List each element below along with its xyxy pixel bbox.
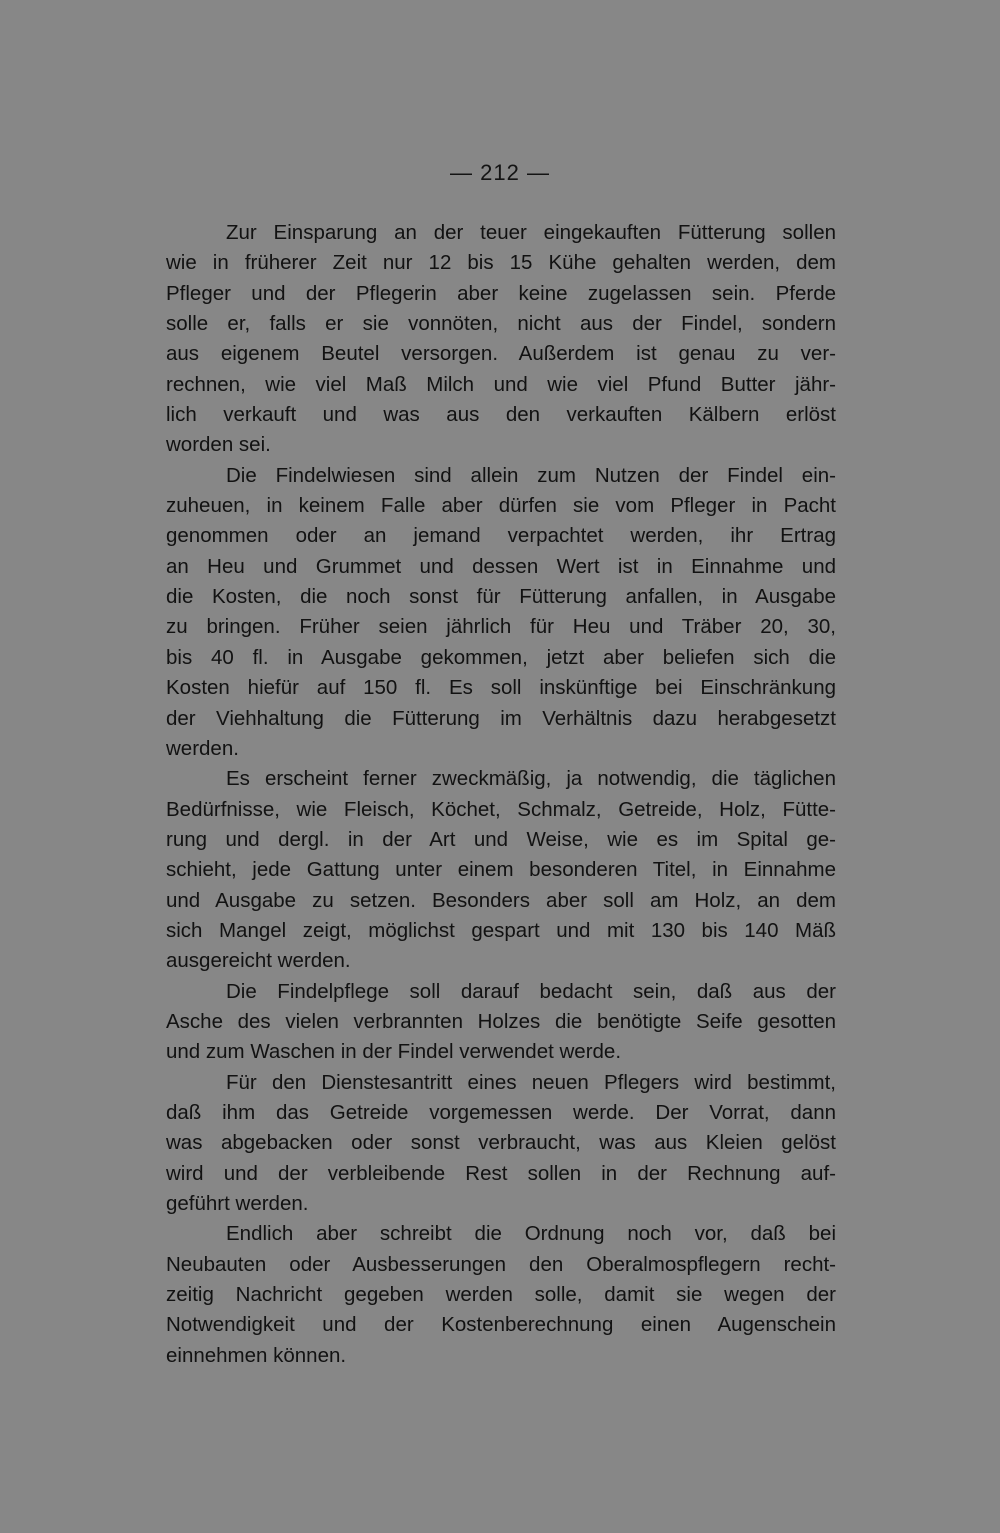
text-line: rung und dergl. in der Art und Weise, wie es im Spital ge- [166, 827, 836, 851]
text-line: wird und der verbleibende Rest sollen in der Rechnung auf- [166, 1161, 836, 1185]
text-line: zuheuen, in keinem Falle aber dürfen sie vom Pfleger in Pacht [166, 494, 836, 518]
text-line: einnehmen können. [166, 1343, 347, 1367]
paragraph [166, 1068, 836, 1220]
text-line: wie in früherer Zeit nur 12 bis 15 Kühe gehalten werden, dem [166, 251, 836, 275]
text-line: Asche des vielen verbrannten Holzes die benötigte Seife gesotten [166, 1009, 836, 1033]
text-line: zeitig Nachricht gegeben werden solle, damit sie wegen der [166, 1283, 836, 1307]
paragraph [166, 1219, 836, 1371]
text-line: ausgereicht werden. [166, 949, 351, 973]
text-line: Zur Einsparung an der teuer eingekauften Fütterung sollen [226, 221, 836, 244]
text-line: Neubauten oder Ausbesserungen den Oberalmospflegern recht- [166, 1252, 836, 1276]
text-line: Die Findelpflege soll darauf bedacht sein, daß aus der [226, 979, 836, 1003]
text-line: der Viehhaltung die Fütterung im Verhältnis dazu herabgesetzt [166, 706, 836, 730]
text-line: Für den Dienstesantritt eines neuen Pflegers wird bestimmt, [226, 1070, 836, 1094]
text-line: Es erscheint ferner zweckmäßig, ja notwendig, die täglichen [226, 767, 836, 791]
text-line: sich Mangel zeigt, möglichst gespart und mit 130 bis 140 Mäß [166, 918, 836, 942]
text-line: geführt werden. [166, 1192, 309, 1215]
text-line: worden sei. [166, 433, 271, 457]
text-line: Pfleger und der Pflegerin aber keine zugelassen sein. Pferde [166, 281, 836, 305]
text-line: Die Findelwiesen sind allein zum Nutzen der Findel ein- [226, 463, 836, 487]
paragraph [166, 764, 836, 976]
text-line: die Kosten, die noch sonst für Fütterung anfallen, in Ausgabe [166, 585, 836, 609]
text-line: solle er, falls er sie vonnöten, nicht aus der Findel, sondern [166, 312, 836, 336]
text-line: zu bringen. Früher seien jährlich für Heu und Träber 20, 30, [166, 615, 836, 639]
text-line: werden. [166, 736, 239, 760]
text-line: aus eigenem Beutel versorgen. Außerdem ist genau zu ver- [166, 342, 836, 366]
text-line: daß ihm das Getreide vorgemessen werde. Der Vorrat, dann [166, 1100, 836, 1124]
text-line: schieht, jede Gattung unter einem besonderen Titel, in Einnahme [166, 858, 836, 882]
text-line: genommen oder an jemand verpachtet werden, ihr Ertrag [166, 524, 836, 548]
body-text [166, 218, 836, 1371]
page-number: — 212 — [450, 160, 550, 185]
text-line: was abgebacken oder sonst verbraucht, was aus Kleien gelöst [166, 1131, 836, 1155]
text-line: an Heu und Grummet und dessen Wert ist in Einnahme und [166, 554, 836, 578]
paragraph [166, 218, 836, 461]
text-line: rechnen, wie viel Maß Milch und wie viel Pfund Butter jähr- [166, 372, 836, 396]
text-line: Kosten hiefür auf 150 fl. Es soll inskünftige bei Einschränkung [166, 676, 836, 700]
text-line: Bedürfnisse, wie Fleisch, Köchet, Schmalz, Getreide, Holz, Fütte- [166, 797, 836, 821]
text-line: Endlich aber schreibt die Ordnung noch vor, daß bei [226, 1222, 836, 1246]
text-line: bis 40 fl. in Ausgabe gekommen, jetzt aber beliefen sich die [166, 645, 836, 669]
text-line: und zum Waschen in der Findel verwendet werde. [166, 1040, 622, 1064]
paragraph [166, 977, 836, 1068]
text-line: Notwendigkeit und der Kostenberechnung einen Augenschein [166, 1313, 836, 1337]
text-line: lich verkauft und was aus den verkauften Kälbern erlöst [166, 403, 836, 427]
text-line: und Ausgabe zu setzen. Besonders aber soll am Holz, an dem [166, 888, 836, 912]
paragraph [166, 461, 836, 764]
